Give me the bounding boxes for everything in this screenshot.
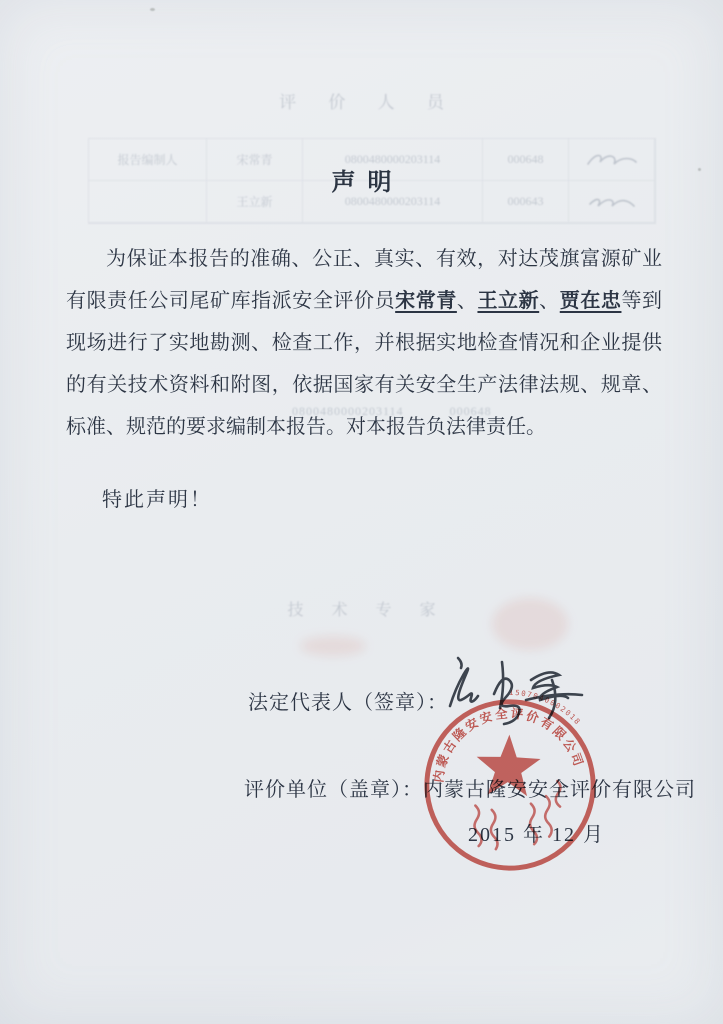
evaluator-name-3: 贾在忠 [559, 290, 622, 312]
evaluator-name-1: 宋常青 [395, 290, 457, 312]
bleed-cell: 000648 [483, 139, 569, 181]
bleed-cell: 0800480000203114 [303, 181, 483, 223]
bleed-cell: 王立新 [207, 181, 303, 223]
seal-ring-text: 内蒙古隆安安全评价有限公司 [431, 706, 587, 784]
seal-serial-number: 1507040002018 [508, 687, 583, 727]
bleed-fragment: 0800480000203114 [292, 404, 404, 418]
name-separator: 、 [539, 290, 560, 312]
legal-representative-label: 法定代表人（签章）： [248, 692, 448, 714]
declaration-paragraph [66, 238, 662, 448]
paragraph-tail: 等到现场进行了实地勘测、检查工作，并根据实地检查情况和企业提供的有关技术资料和附图，依据国家有关安全生产法律法规、规章、标准、规范的要求编制本报告。对本报告负法律责任。 [66, 290, 663, 438]
report-date: 2015 年 12 月 [468, 824, 605, 846]
bleed-through-red-stamp-mark [300, 636, 366, 656]
bleed-cell: 宋常青 [207, 139, 303, 181]
paper-speck [150, 8, 155, 11]
name-separator: 、 [456, 290, 478, 312]
bleed-cell: 报告编制人 [89, 139, 207, 181]
bleed-cell: 0800480000203114 [303, 139, 483, 181]
bleed-fragment: 000648 [449, 404, 492, 418]
paragraph-lead: 为保证本报告的准确、公正、真实、有效，对达茂旗富源矿业有限责任公司尾矿库指派安全评价员 [66, 248, 662, 312]
bleed-through-page-title: 评 价 人 员 [279, 93, 458, 112]
seal-mongolian-script [471, 781, 567, 851]
evaluation-unit-name: 内蒙古隆安安全评价有限公司 [423, 779, 696, 801]
bleed-through-section-title: 技 术 专 家 [287, 602, 448, 619]
bleed-cell: 000643 [483, 181, 569, 223]
evaluator-name-2: 王立新 [477, 290, 540, 312]
evaluation-unit-label: 评价单位（盖章）： [244, 779, 423, 801]
handwritten-signature [428, 640, 598, 745]
closing-statement: 特此声明！ [102, 489, 212, 511]
page-title: 声明 [331, 170, 404, 196]
